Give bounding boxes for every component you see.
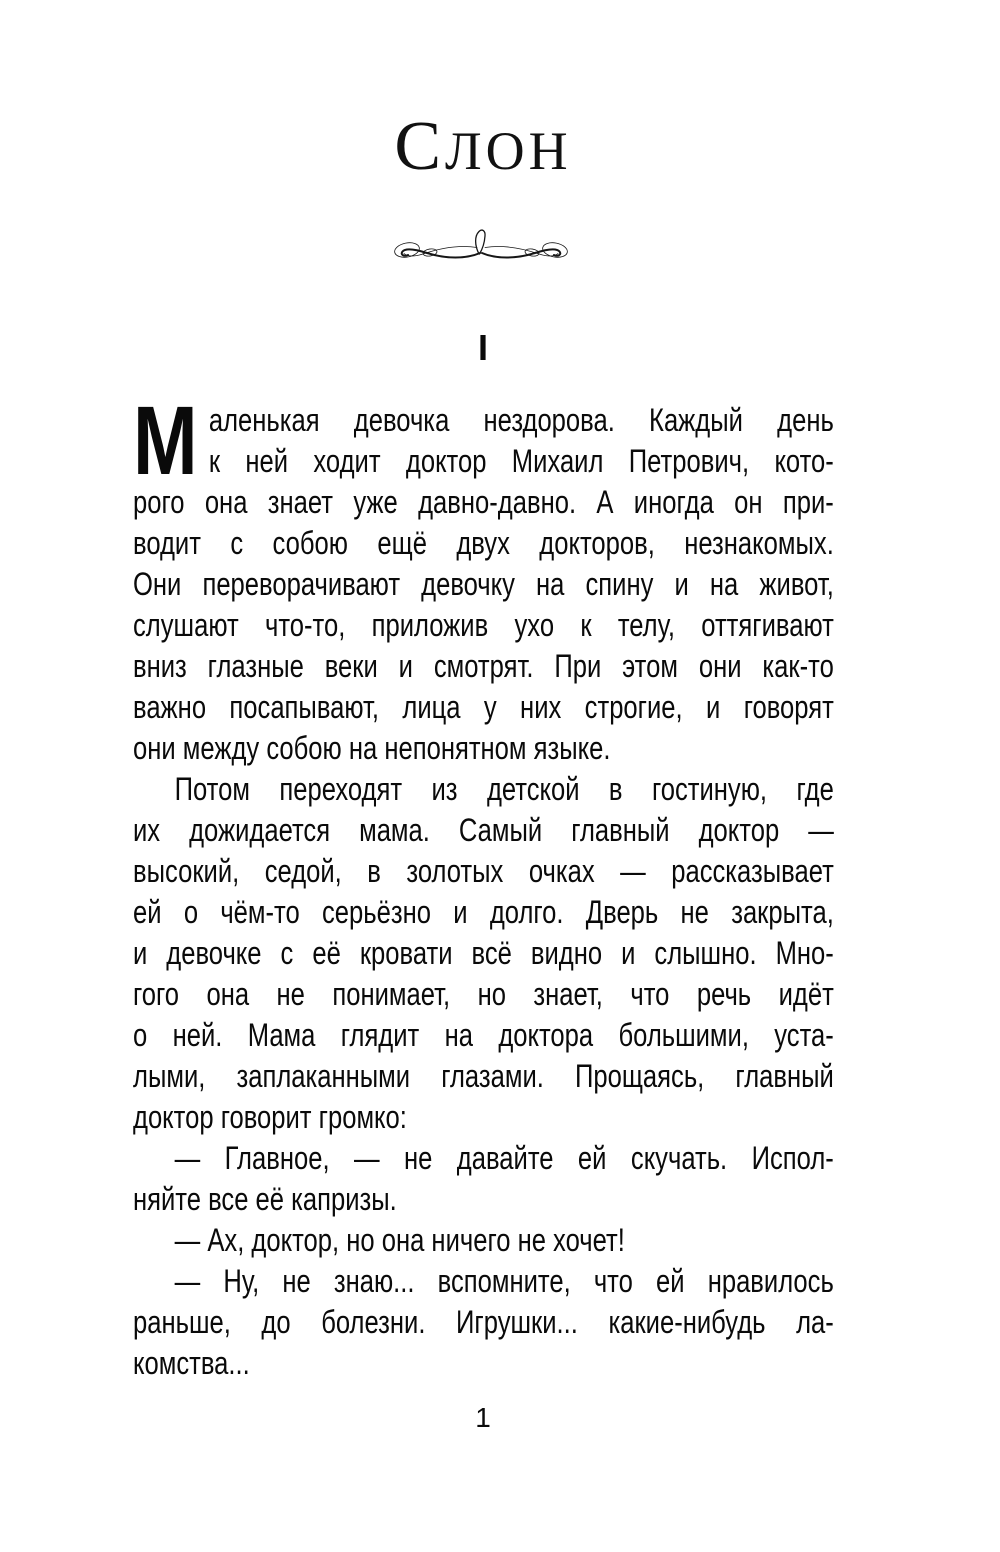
text-line: гого она не понимает, но знает, что речь идёт bbox=[133, 976, 834, 1012]
text-line: их дожидается мама. Самый главный доктор — bbox=[133, 812, 834, 848]
text-line: — Ну, не знаю... вспомните, что ей нравилось bbox=[174, 1263, 834, 1299]
text-line: они между собою на непонятном языке. bbox=[133, 730, 611, 766]
text-line: лыми, заплаканными глазами. Прощаясь, главный bbox=[133, 1058, 834, 1094]
text-line: доктор говорит громко: bbox=[133, 1099, 407, 1135]
text-line: к ней ходит доктор Михаил Петрович, кото- bbox=[208, 443, 834, 479]
text-line: — Главное, — не давайте ей скучать. Испол- bbox=[174, 1140, 834, 1176]
paragraph bbox=[133, 1261, 834, 1384]
text-line: водит с собою ещё двух докторов, незнакомых. bbox=[133, 525, 834, 561]
paragraph bbox=[133, 1220, 834, 1261]
text-line: вниз глазные веки и смотрят. При этом они как-то bbox=[133, 648, 834, 684]
text-line: — Ах, доктор, но она ничего не хочет! bbox=[174, 1222, 625, 1258]
chapter-number: I bbox=[477, 327, 488, 368]
text-line: слушают что-то, приложив ухо к телу, оттягивают bbox=[133, 607, 834, 643]
text-line: Потом переходят из детской в гостиную, где bbox=[174, 771, 834, 807]
text-line: важно посапывают, лица у них строгие, и говорят bbox=[133, 689, 834, 725]
drop-cap: М bbox=[133, 386, 198, 495]
text-line: о ней. Мама глядит на доктора большими, уста- bbox=[133, 1017, 834, 1053]
text-line: рого она знает уже давно-давно. А иногда он при- bbox=[133, 484, 834, 520]
text-line: Они переворачивают девочку на спину и на живот, bbox=[133, 566, 834, 602]
story-text bbox=[133, 386, 834, 1384]
paragraph bbox=[133, 386, 834, 769]
text-line: аленькая девочка нездорова. Каждый день bbox=[208, 402, 834, 438]
text-line: комства... bbox=[133, 1345, 250, 1381]
flourish-divider-icon bbox=[133, 224, 833, 269]
text-line: и девочке с её кровати всё видно и слышно. Мно- bbox=[133, 935, 834, 971]
page-title: СЛОН bbox=[394, 108, 572, 185]
text-line: няйте все её капризы. bbox=[133, 1181, 397, 1217]
paragraph bbox=[133, 1138, 834, 1220]
paragraph bbox=[133, 769, 834, 1138]
text-line: раньше, до болезни. Игрушки... какие-нибудь ла- bbox=[133, 1304, 834, 1340]
text-line: высокий, седой, в золотых очках — рассказывает bbox=[133, 853, 834, 889]
page-number: 1 bbox=[475, 1402, 491, 1433]
text-line: ей о чём-то серьёзно и долго. Дверь не закрыта, bbox=[133, 894, 834, 930]
